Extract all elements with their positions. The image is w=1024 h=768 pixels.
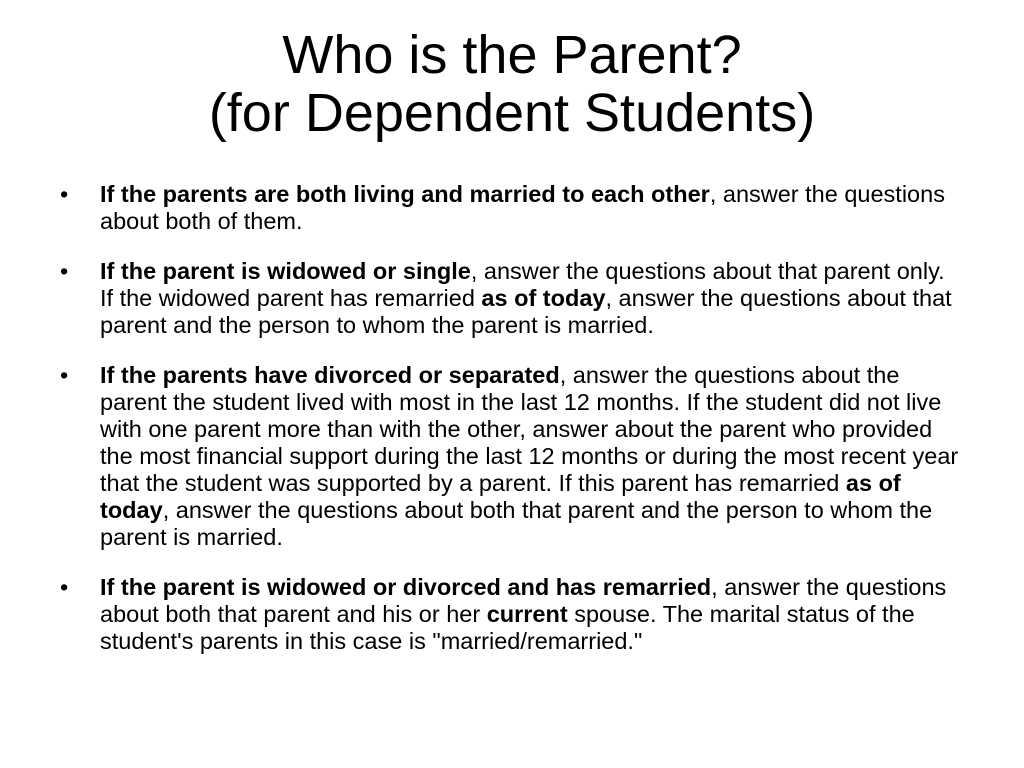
slide-title [0, 26, 1024, 142]
bullet-text: , answer the questions about the parent the student lived with most in the last 12 months. If the student did not live with one parent more than with the other, answer about the parent who provided the most financial support during the last 12 months or during the most recent year that the student was supported by a parent. If this parent has remarried [100, 362, 959, 496]
bullet-dot-icon: • [60, 258, 69, 284]
bullet-item-both-parents [60, 181, 960, 235]
bullet-emphasis: as of today [100, 470, 901, 523]
bullet-dot-icon: • [60, 362, 69, 388]
bullet-emphasis: as of today [481, 285, 606, 311]
slide-title-line-2: (for Dependent Students) [208, 83, 816, 143]
bullet-dot-icon: • [60, 181, 69, 207]
bullet-text: , answer the questions about both of them. [100, 181, 945, 234]
bullet-text: , answer the questions about that parent only. If the widowed parent has remarried [100, 258, 945, 311]
bullet-text-continued: , answer the questions about both that parent and the person to whom the parent is married. [100, 497, 933, 550]
bullet-item-remarried [60, 574, 960, 655]
slide-title-line-1: Who is the Parent? [282, 25, 742, 85]
bullet-heading: If the parents have divorced or separated [100, 362, 560, 388]
bullet-text: , answer the questions about both that parent and his or her [100, 574, 947, 627]
bullet-dot-icon: • [60, 574, 69, 600]
bullet-item-divorced-or-separated [60, 362, 960, 551]
bullet-heading: If the parents are both living and married to each other [100, 181, 710, 207]
bullet-item-widowed-or-single [60, 258, 960, 339]
bullet-list [60, 181, 960, 678]
bullet-emphasis: current [486, 601, 568, 627]
bullet-heading: If the parent is widowed or divorced and has remarried [100, 574, 712, 600]
bullet-heading: If the parent is widowed or single [100, 258, 471, 284]
bullet-text-continued: , answer the questions about that parent and the person to whom the parent is married. [100, 285, 952, 338]
bullet-text-continued: spouse. The marital status of the student's parents in this case is "married/remarried." [100, 601, 915, 654]
